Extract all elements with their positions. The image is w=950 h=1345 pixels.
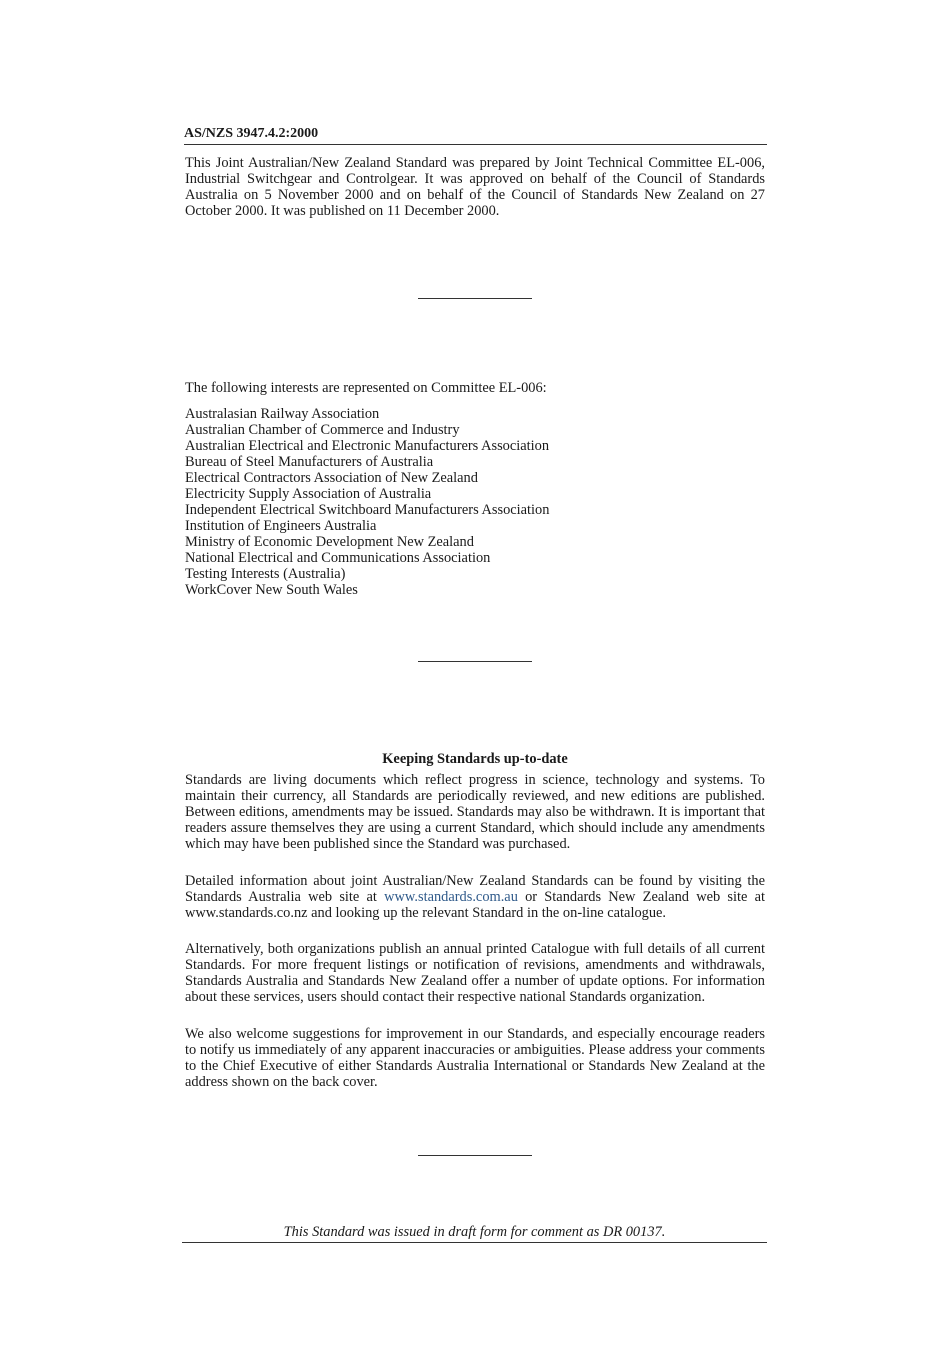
section-divider [418,298,532,299]
keeping-paragraph-2 [185,873,765,921]
keeping-standards-title: Keeping Standards up-to-date [382,751,568,767]
standards-australia-link[interactable]: www.standards.com.au [384,889,518,905]
keeping-paragraph-2-text-a: Detailed information about joint Australian/New Zealand Standards can be found by visiting the Standards Australia web site at [185,873,765,905]
section-divider [418,661,532,662]
committee-member: Independent Electrical Switchboard Manufacturers Association [185,502,550,518]
committee-member-list [185,406,549,598]
committee-member: Ministry of Economic Development New Zealand [185,534,474,550]
committee-member: Australian Electrical and Electronic Manufacturers Association [185,438,550,454]
keeping-paragraph-4: We also welcome suggestions for improvement in our Standards, and especially encourage readers to notify us immediately of any apparent inaccuracies or ambiguities. Please address your comments to the Chief Executive of either Standards Australia International or Standards New Zealand at the address shown on the back cover. [185,1026,765,1090]
keeping-paragraph-2-text-b: or Standards New Zealand web site at www.standards.co.nz and looking up the relevant Standard in the on-line catalogue. [185,889,765,921]
committee-member: Bureau of Steel Manufacturers of Australia [185,454,434,470]
preparation-statement: This Joint Australian/New Zealand Standard was prepared by Joint Technical Committee EL-006, Industrial Switchgear and Controlgear. It was approved on behalf of the Council of Standards Australia on 5 November 2000 and on behalf of the Council of Standards New Zealand on 27 October 2000. It was published on 11 December 2000. [185,155,765,219]
document-id-header: AS/NZS 3947.4.2:2000 [184,126,767,145]
committee-member: Australasian Railway Association [185,406,380,422]
keeping-paragraph-1: Standards are living documents which reflect progress in science, technology and systems. To maintain their currency, all Standards are periodically reviewed, and new editions are published. Between editions, amendments may be issued. Standards may also be withdrawn. It is important that readers assure themselves they are using a current Standard, which should include any amendments which may have been published since the Standard was purchased. [185,772,765,852]
committee-member: Electricity Supply Association of Australia [185,486,432,502]
keeping-paragraph-3: Alternatively, both organizations publish an annual printed Catalogue with full details of all current Standards. For more frequent listings or notification of revisions, amendments and withdrawals, Standards Australia and Standards New Zealand offer a number of update options. For information about these services, users should contact their respective national Standards organization. [185,941,765,1005]
committee-member: WorkCover New South Wales [185,582,358,598]
committee-member: Testing Interests (Australia) [185,566,346,582]
draft-footer-note: This Standard was issued in draft form for comment as DR 00137. [182,1224,767,1243]
interests-heading: The following interests are represented on Committee EL-006: [185,380,547,396]
section-divider [418,1155,532,1156]
committee-member: Electrical Contractors Association of New Zealand [185,470,478,486]
committee-member: National Electrical and Communications Association [185,550,491,566]
committee-member: Institution of Engineers Australia [185,518,377,534]
committee-member: Australian Chamber of Commerce and Industry [185,422,460,438]
